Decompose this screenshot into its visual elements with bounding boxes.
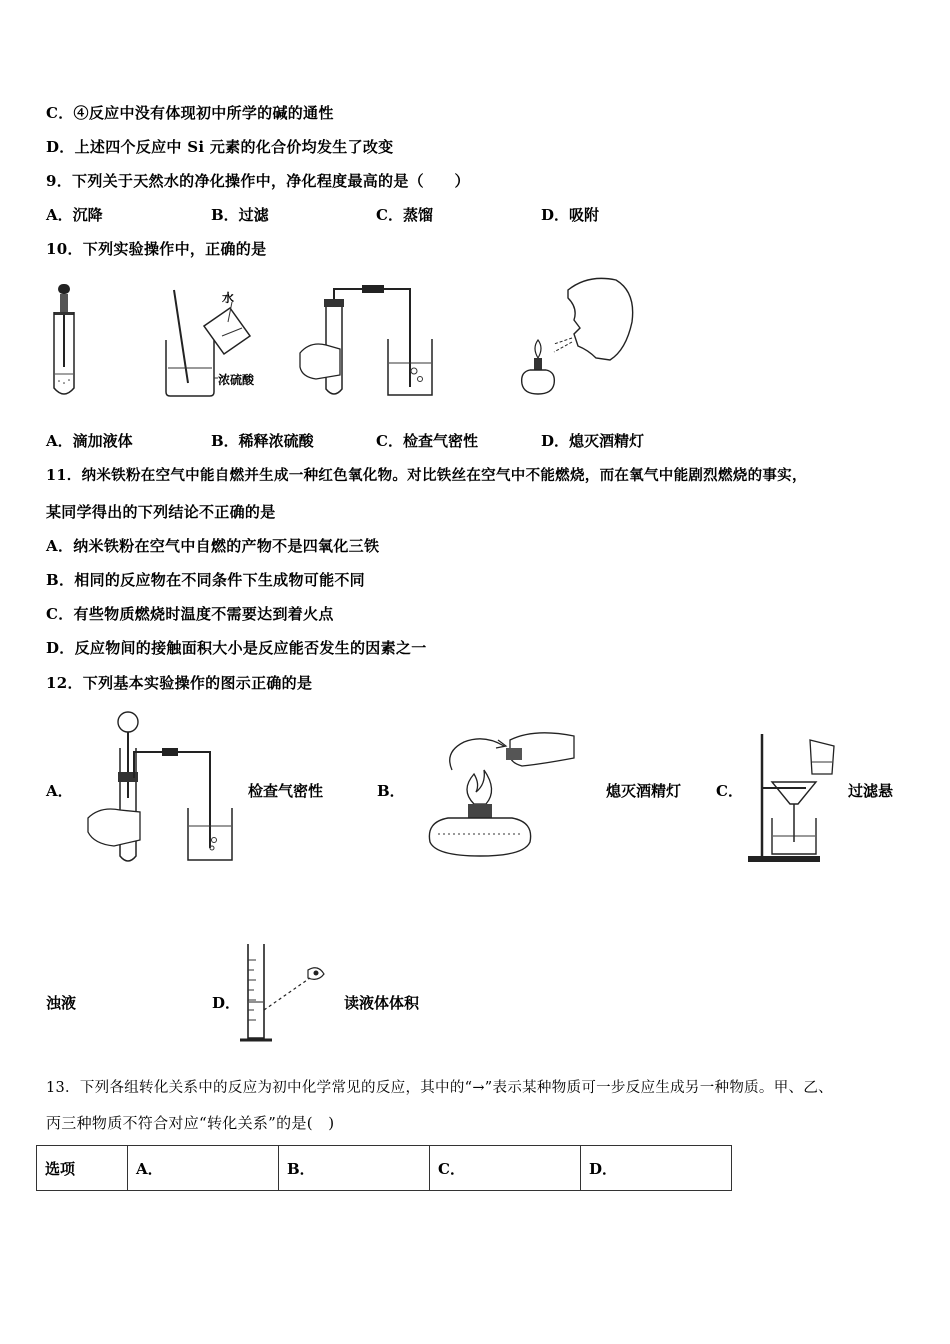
q12-option-c-letter: C． [716,782,743,800]
table-header-b: B． [279,1146,430,1191]
q9-option-b: B．过滤 [211,206,269,224]
q12-option-c-text: 过滤悬 [848,782,894,800]
q13-stem-line2: 丙三种物质不符合对应“转化关系”的是( ) [46,1114,335,1132]
q10-option-d: D．熄灭酒精灯 [541,432,645,450]
q8-option-c: C．④反应中没有体现初中所学的碱的通性 [46,104,334,122]
q13-stem-line1: 13．下列各组转化关系中的反应为初中化学常见的反应，其中的“→”表示某种物质可一步反应生成另一种物质。甲、乙、 [46,1080,833,1096]
q12-figure-lamp-cap [424,722,580,858]
q12-option-a-text: 检查气密性 [248,782,324,800]
q12-stem: 12．下列基本实验操作的图示正确的是 [46,674,313,692]
q11-stem-line2: 某同学得出的下列结论不正确的是 [46,503,276,521]
q12-option-d-letter: D． [212,994,241,1012]
q9-option-d: D．吸附 [541,206,600,224]
q10-option-c: C．检查气密性 [376,432,478,450]
q9-option-c: C．蒸馏 [376,206,433,224]
table-header-c: C． [430,1146,581,1191]
label-water: 水 [222,291,235,305]
q13-table [36,1145,732,1191]
q10-figure-airtight [296,283,436,401]
q12-option-b-letter: B． [377,782,405,800]
q12-option-b-text: 熄灭酒精灯 [606,782,682,800]
q8-option-d: D．上述四个反应中 Si 元素的化合价均发生了改变 [46,138,394,156]
q11-option-b: B．相同的反应物在不同条件下生成物可能不同 [46,571,365,589]
table-header-d: D． [581,1146,732,1191]
label-conc-acid: 浓硫酸 [218,373,255,387]
q12-figure-filtration [744,732,840,864]
table-row [37,1146,732,1191]
q10-option-b: B．稀释浓硫酸 [211,432,314,450]
q10-stem: 10．下列实验操作中，正确的是 [46,240,267,258]
table-header-option: 选项 [37,1146,128,1191]
q12-figure-cylinder [236,940,336,1050]
table-header-a: A． [128,1146,279,1191]
q11-option-a: A．纳米铁粉在空气中自燃的产物不是四氧化三铁 [46,537,380,555]
q10-option-a: A．滴加液体 [46,432,133,450]
q10-figure-blow-lamp [518,272,643,400]
q9-stem: 9．下列关于天然水的净化操作中，净化程度最高的是（ ） [46,172,470,190]
q9-option-a: A．沉降 [46,206,103,224]
q11-option-c: C．有些物质燃烧时温度不需要达到着火点 [46,605,334,623]
q11-option-d: D．反应物间的接触面积大小是反应能否发生的因素之一 [46,639,427,657]
q12-option-a-letter: A． [46,782,73,800]
q12-option-c-continued: 浊液 [46,994,77,1012]
q12-option-d-text: 读液体体积 [344,994,420,1012]
q10-figure-dropper [48,282,82,402]
q12-figure-airtight [84,708,236,866]
q11-stem-line1: 11．纳米铁粉在空气中能自燃并生成一种红色氧化物。对比铁丝在空气中不能燃烧，而在氧气中能剧烈燃烧的事实， [46,467,807,484]
